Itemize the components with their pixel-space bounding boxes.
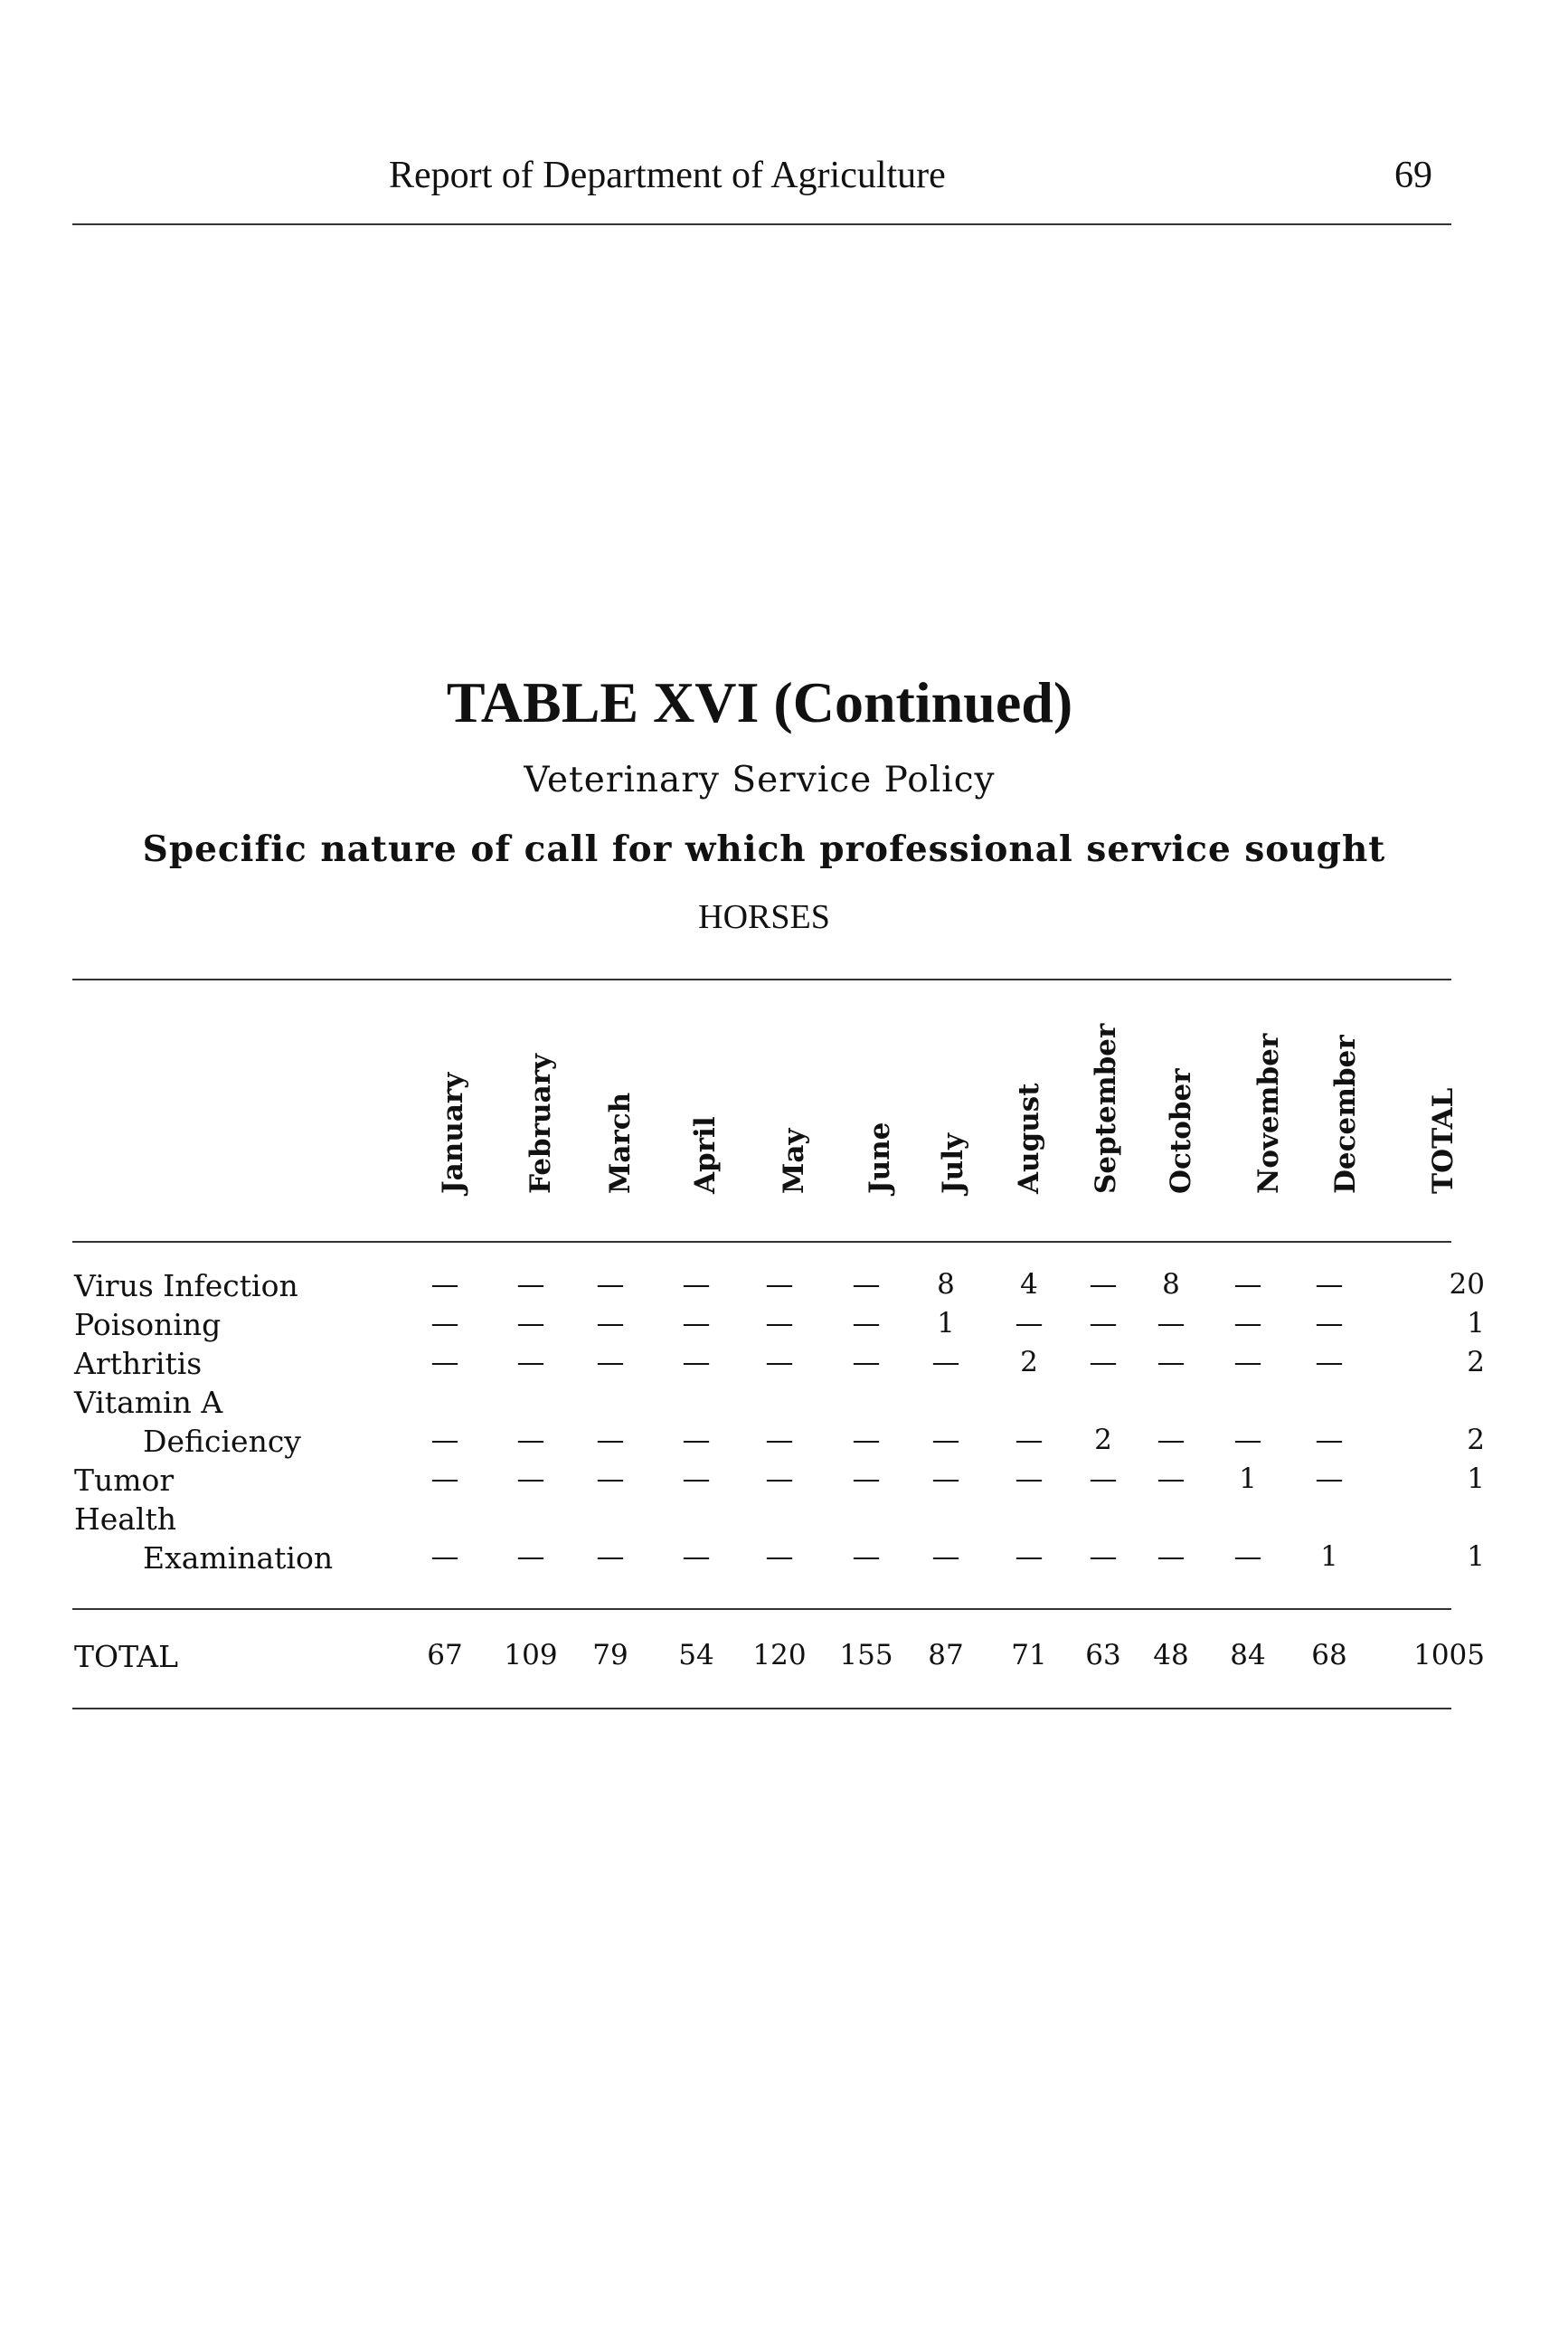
table-cell: — (682, 1540, 711, 1573)
table-cell: — (765, 1307, 794, 1340)
table-cell: — (1089, 1346, 1118, 1378)
col-header-may: May (778, 1128, 810, 1194)
table-cell: — (1315, 1307, 1344, 1340)
col-header-august: August (1013, 1083, 1045, 1194)
table-cell: — (516, 1268, 545, 1301)
table-cell: — (1089, 1268, 1118, 1301)
table-cell: 2 (1467, 1424, 1485, 1456)
col-header-july: July (937, 1133, 969, 1194)
table-cell: 1 (1467, 1463, 1485, 1495)
table-cell: 1 (1467, 1307, 1485, 1340)
table-cell: — (1233, 1540, 1262, 1573)
table-cell: — (1233, 1307, 1262, 1340)
table-cell: — (852, 1463, 881, 1495)
table-cell: — (931, 1463, 960, 1495)
table-cell: — (852, 1540, 881, 1573)
table-cell: — (596, 1424, 625, 1456)
table-cell: — (430, 1424, 459, 1456)
col-header-total: TOTAL (1427, 1087, 1459, 1194)
table-cell: 2 (1020, 1346, 1038, 1378)
table-cell: — (430, 1463, 459, 1495)
total-cell: 54 (678, 1639, 714, 1671)
table-cell: — (852, 1346, 881, 1378)
table-bottom-rule (72, 1708, 1451, 1709)
total-cell: 79 (592, 1639, 628, 1671)
header-bottom-rule (72, 1241, 1451, 1243)
table-cell: — (931, 1424, 960, 1456)
total-cell: 120 (752, 1639, 807, 1671)
row-label: Vitamin A (74, 1385, 223, 1420)
table-cell: — (682, 1463, 711, 1495)
table-description: Specific nature of call for which professional service sought (142, 828, 1386, 870)
total-cell: 84 (1230, 1639, 1266, 1671)
table-cell: — (596, 1540, 625, 1573)
table-cell: — (1315, 1424, 1344, 1456)
table-cell: — (1089, 1307, 1118, 1340)
row-label: Health (74, 1501, 177, 1537)
col-header-april: April (689, 1116, 722, 1194)
table-subtitle: Veterinary Service Policy (524, 760, 996, 800)
table-cell: — (852, 1268, 881, 1301)
table-cell: — (765, 1540, 794, 1573)
table-cell: — (682, 1424, 711, 1456)
col-header-march: March (604, 1092, 637, 1194)
table-cell: 8 (1162, 1268, 1180, 1301)
col-header-january: January (437, 1072, 469, 1194)
table-cell: — (596, 1346, 625, 1378)
table-cell: — (516, 1463, 545, 1495)
table-cell: — (765, 1463, 794, 1495)
table-cell: — (852, 1424, 881, 1456)
table-animal: HORSES (698, 898, 830, 936)
total-cell: 67 (427, 1639, 463, 1671)
table-cell: — (682, 1346, 711, 1378)
table-cell: 1 (1239, 1463, 1257, 1495)
total-cell: 71 (1011, 1639, 1047, 1671)
total-cell: 1005 (1413, 1639, 1485, 1671)
table-title: TABLE XVI (Continued) (446, 670, 1073, 734)
col-header-november: November (1252, 1033, 1285, 1194)
table-cell: — (1233, 1424, 1262, 1456)
table-cell: 1 (937, 1307, 955, 1340)
col-header-february: February (524, 1053, 557, 1194)
table-top-rule (72, 979, 1451, 980)
table-cell: — (596, 1463, 625, 1495)
row-label-continued: Deficiency (143, 1424, 301, 1459)
table-cell: — (516, 1307, 545, 1340)
table-cell: 20 (1449, 1268, 1485, 1301)
table-cell: — (931, 1346, 960, 1378)
table-cell: — (931, 1540, 960, 1573)
table-cell: — (1233, 1346, 1262, 1378)
table-cell: — (1089, 1463, 1118, 1495)
row-label: Tumor (74, 1463, 175, 1498)
table-cell: — (430, 1268, 459, 1301)
table-cell: — (1015, 1463, 1044, 1495)
table-cell: 4 (1020, 1268, 1038, 1301)
table-cell: — (1015, 1424, 1044, 1456)
table-cell: — (852, 1307, 881, 1340)
table-cell: — (596, 1268, 625, 1301)
table-cell: — (682, 1307, 711, 1340)
table-cell: — (596, 1307, 625, 1340)
col-header-september: September (1090, 1023, 1122, 1194)
row-label-continued: Examination (143, 1540, 334, 1576)
table-cell: — (516, 1424, 545, 1456)
table-cell: — (430, 1540, 459, 1573)
page-header-title: Report of Department of Agriculture (389, 155, 946, 196)
page-number: 69 (1394, 155, 1432, 196)
col-header-june: June (864, 1122, 896, 1194)
total-row-label: TOTAL (74, 1639, 179, 1674)
table-cell: — (1089, 1540, 1118, 1573)
table-cell: — (516, 1540, 545, 1573)
table-cell: — (1015, 1307, 1044, 1340)
table-cell: — (1315, 1268, 1344, 1301)
table-cell: — (1157, 1346, 1185, 1378)
total-cell: 87 (928, 1639, 964, 1671)
table-cell: — (1157, 1307, 1185, 1340)
total-cell: 68 (1311, 1639, 1347, 1671)
col-header-october: October (1165, 1068, 1197, 1194)
table-cell: — (765, 1346, 794, 1378)
table-cell: — (1315, 1346, 1344, 1378)
table-cell: — (430, 1346, 459, 1378)
row-label: Virus Infection (74, 1268, 298, 1303)
table-cell: 1 (1467, 1540, 1485, 1573)
table-cell: — (1015, 1540, 1044, 1573)
table-cell: — (765, 1424, 794, 1456)
table-cell: — (682, 1268, 711, 1301)
table-cell: — (1157, 1540, 1185, 1573)
table-cell: 1 (1320, 1540, 1338, 1573)
table-cell: 2 (1094, 1424, 1112, 1456)
total-cell: 63 (1085, 1639, 1121, 1671)
row-label: Arthritis (74, 1346, 203, 1381)
table-cell: — (765, 1268, 794, 1301)
total-cell: 155 (839, 1639, 893, 1671)
table-cell: — (1315, 1463, 1344, 1495)
table-cell: 8 (937, 1268, 955, 1301)
table-cell: — (1157, 1463, 1185, 1495)
table-cell: — (430, 1307, 459, 1340)
total-cell: 109 (504, 1639, 558, 1671)
table-cell: — (1157, 1424, 1185, 1456)
table-cell: — (516, 1346, 545, 1378)
row-label: Poisoning (74, 1307, 222, 1342)
header-rule (72, 223, 1451, 225)
table-cell: 2 (1467, 1346, 1485, 1378)
col-header-december: December (1329, 1035, 1362, 1194)
total-top-rule (72, 1608, 1451, 1610)
table-cell: — (1233, 1268, 1262, 1301)
total-cell: 48 (1153, 1639, 1189, 1671)
